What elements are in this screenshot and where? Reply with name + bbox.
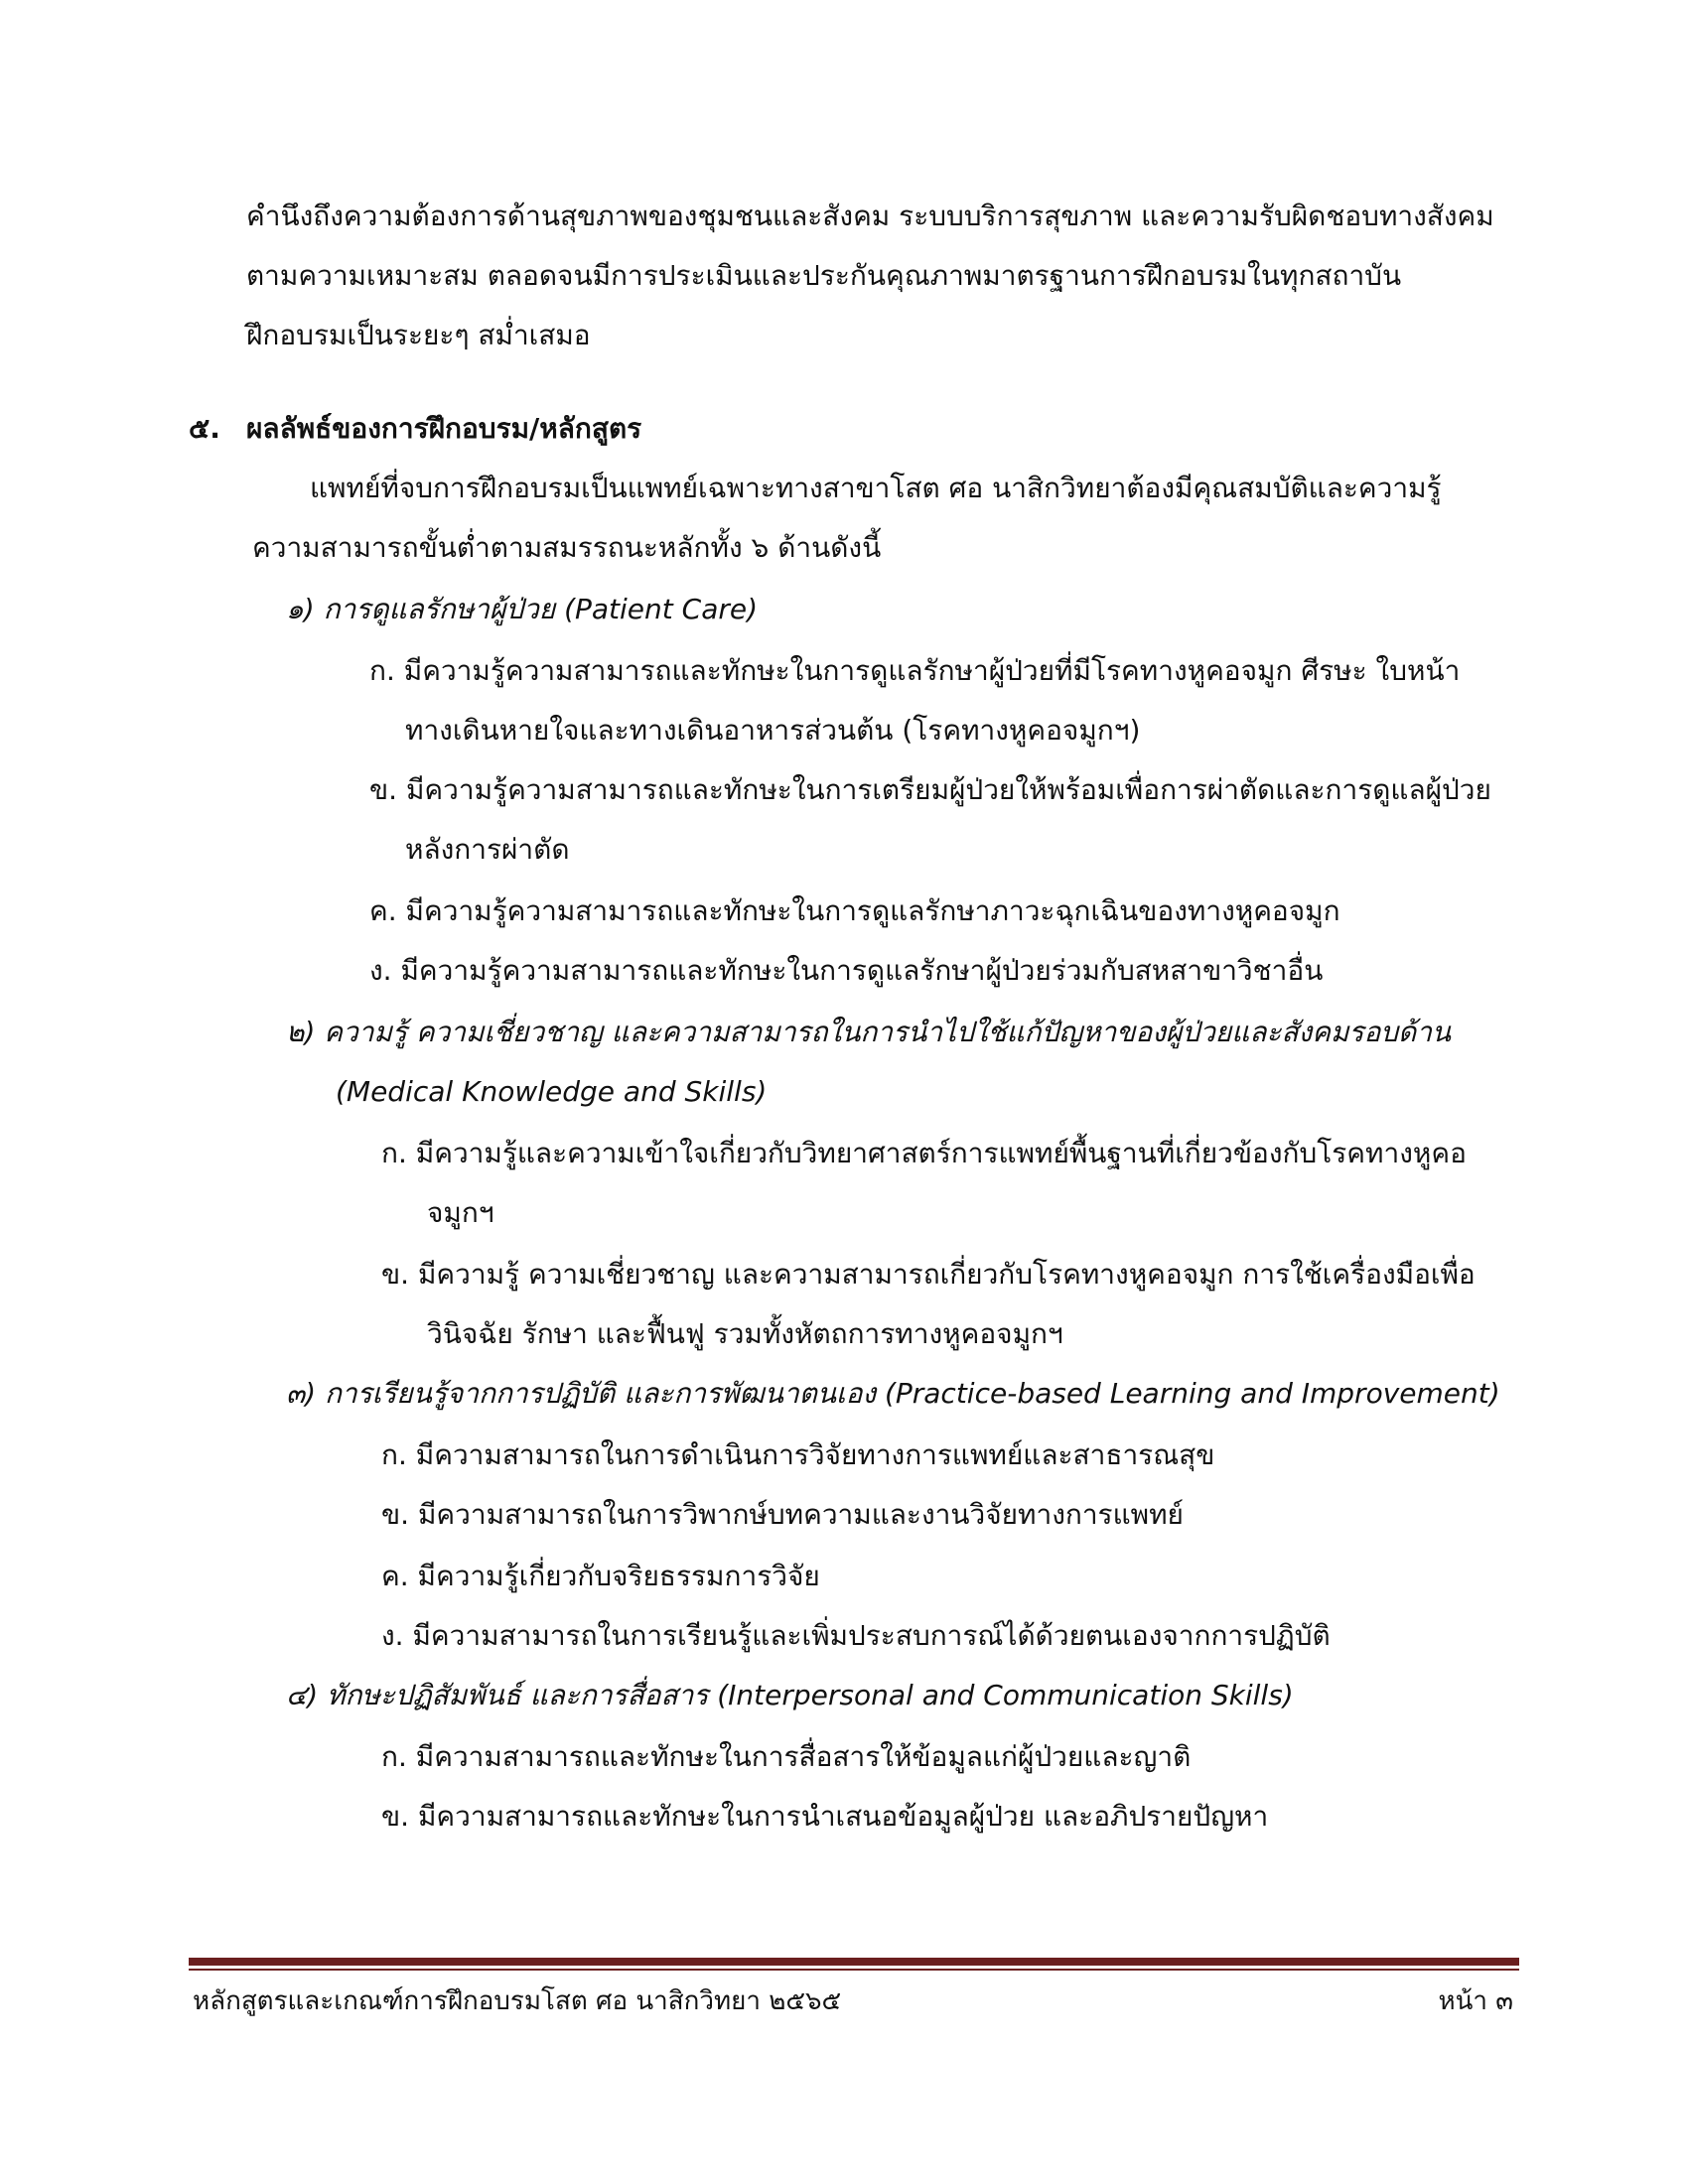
competency-2-heading: ๒) ความรู้ ความเชี่ยวชาญ และความสามารถในการนำไปใช้แก้ปัญหาของผู้ป่วยและสังคมรอบด้าน	[286, 1016, 1452, 1048]
competency-3-item-a: ก. มีความสามารถในการดำเนินการวิจัยทางการแพทย์และสาธารณสุข	[381, 1438, 1215, 1471]
competency-2-item-b-cont: วินิจฉัย รักษา และฟื้นฟู รวมทั้งหัตถการทางหูคอจมูกฯ	[427, 1317, 1063, 1350]
competency-1-item-a-cont: ทางเดินหายใจและทางเดินอาหารส่วนต้น (โรคทางหูคอจมูกฯ)	[405, 714, 1141, 747]
competency-1-heading: ๑) การดูแลรักษาผู้ป่วย (Patient Care)	[286, 593, 759, 625]
competency-2-heading-en: (Medical Knowledge and Skills)	[336, 1075, 768, 1108]
section-lead-line-2: ความสามารถขั้นต่ำตามสมรรถนะหลักทั้ง ๖ ด้านดังนี้	[252, 531, 882, 564]
footer-divider	[189, 1958, 1519, 1966]
page-number: หน้า ๓	[1438, 1986, 1513, 2016]
section-lead-line-1: แพทย์ที่จบการฝึกอบรมเป็นแพทย์เฉพาะทางสาขาโสต ศอ นาสิกวิทยาต้องมีคุณสมบัติและความรู้	[310, 472, 1442, 504]
competency-4-heading: ๔) ทักษะปฏิสัมพันธ์ และการสื่อสาร (Interpersonal and Communication Skills)	[286, 1679, 1294, 1711]
section-number: ๕.	[189, 412, 220, 445]
competency-2-item-a: ก. มีความรู้และความเข้าใจเกี่ยวกับวิทยาศาสตร์การแพทย์พื้นฐานที่เกี่ยวข้องกับโรคทางหูคอ	[381, 1137, 1467, 1169]
footer-divider-thin	[189, 1969, 1519, 1971]
competency-4-item-b: ข. มีความสามารถและทักษะในการนำเสนอข้อมูลผู้ป่วย และอภิปรายปัญหา	[381, 1800, 1269, 1833]
competency-4-item-a: ก. มีความสามารถและทักษะในการสื่อสารให้ข้อมูลแก่ผู้ป่วยและญาติ	[381, 1740, 1192, 1773]
intro-line-3: ฝึกอบรมเป็นระยะๆ สม่ำเสมอ	[246, 319, 591, 351]
intro-line-1: คำนึงถึงความต้องการด้านสุขภาพของชุมชนและสังคม ระบบบริการสุขภาพ และความรับผิดชอบทางสังคม	[246, 200, 1494, 232]
section-title: ผลลัพธ์ของการฝึกอบรม/หลักสูตร	[246, 412, 642, 445]
competency-1-item-d: ง. มีความรู้ความสามารถและทักษะในการดูแลรักษาผู้ป่วยร่วมกับสหสาขาวิชาอื่น	[369, 954, 1324, 987]
competency-2-item-a-cont: จมูกฯ	[427, 1196, 494, 1229]
competency-3-item-c: ค. มีความรู้เกี่ยวกับจริยธรรมการวิจัย	[381, 1560, 820, 1592]
competency-3-item-b: ข. มีความสามารถในการวิพากษ์บทความและงานวิจัยทางการแพทย์	[381, 1498, 1184, 1531]
footer-title: หลักสูตรและเกณฑ์การฝึกอบรมโสต ศอ นาสิกวิทยา ๒๕๖๕	[193, 1986, 842, 2016]
competency-1-item-c: ค. มีความรู้ความสามารถและทักษะในการดูแลรักษาภาวะฉุกเฉินของทางหูคอจมูก	[369, 894, 1340, 927]
competency-1-item-a: ก. มีความรู้ความสามารถและทักษะในการดูแลรักษาผู้ป่วยที่มีโรคทางหูคอจมูก ศีรษะ ใบหน้า	[369, 654, 1461, 687]
competency-1-item-b: ข. มีความรู้ความสามารถและทักษะในการเตรียมผู้ป่วยให้พร้อมเพื่อการผ่าตัดและการดูแลผู้ป่วย	[369, 773, 1491, 806]
competency-2-item-b: ข. มีความรู้ ความเชี่ยวชาญ และความสามารถเกี่ยวกับโรคทางหูคอจมูก การใช้เครื่องมือเพื่อ	[381, 1258, 1476, 1291]
competency-1-item-b-cont: หลังการผ่าตัด	[405, 833, 570, 866]
competency-3-item-d: ง. มีความสามารถในการเรียนรู้และเพิ่มประสบการณ์ได้ด้วยตนเองจากการปฏิบัติ	[381, 1619, 1331, 1652]
intro-line-2: ตามความเหมาะสม ตลอดจนมีการประเมินและประกันคุณภาพมาตรฐานการฝึกอบรมในทุกสถาบัน	[246, 259, 1402, 292]
competency-3-heading: ๓) การเรียนรู้จากการปฏิบัติ และการพัฒนาตนเอง (Practice-based Learning and Improvement)	[286, 1377, 1500, 1410]
